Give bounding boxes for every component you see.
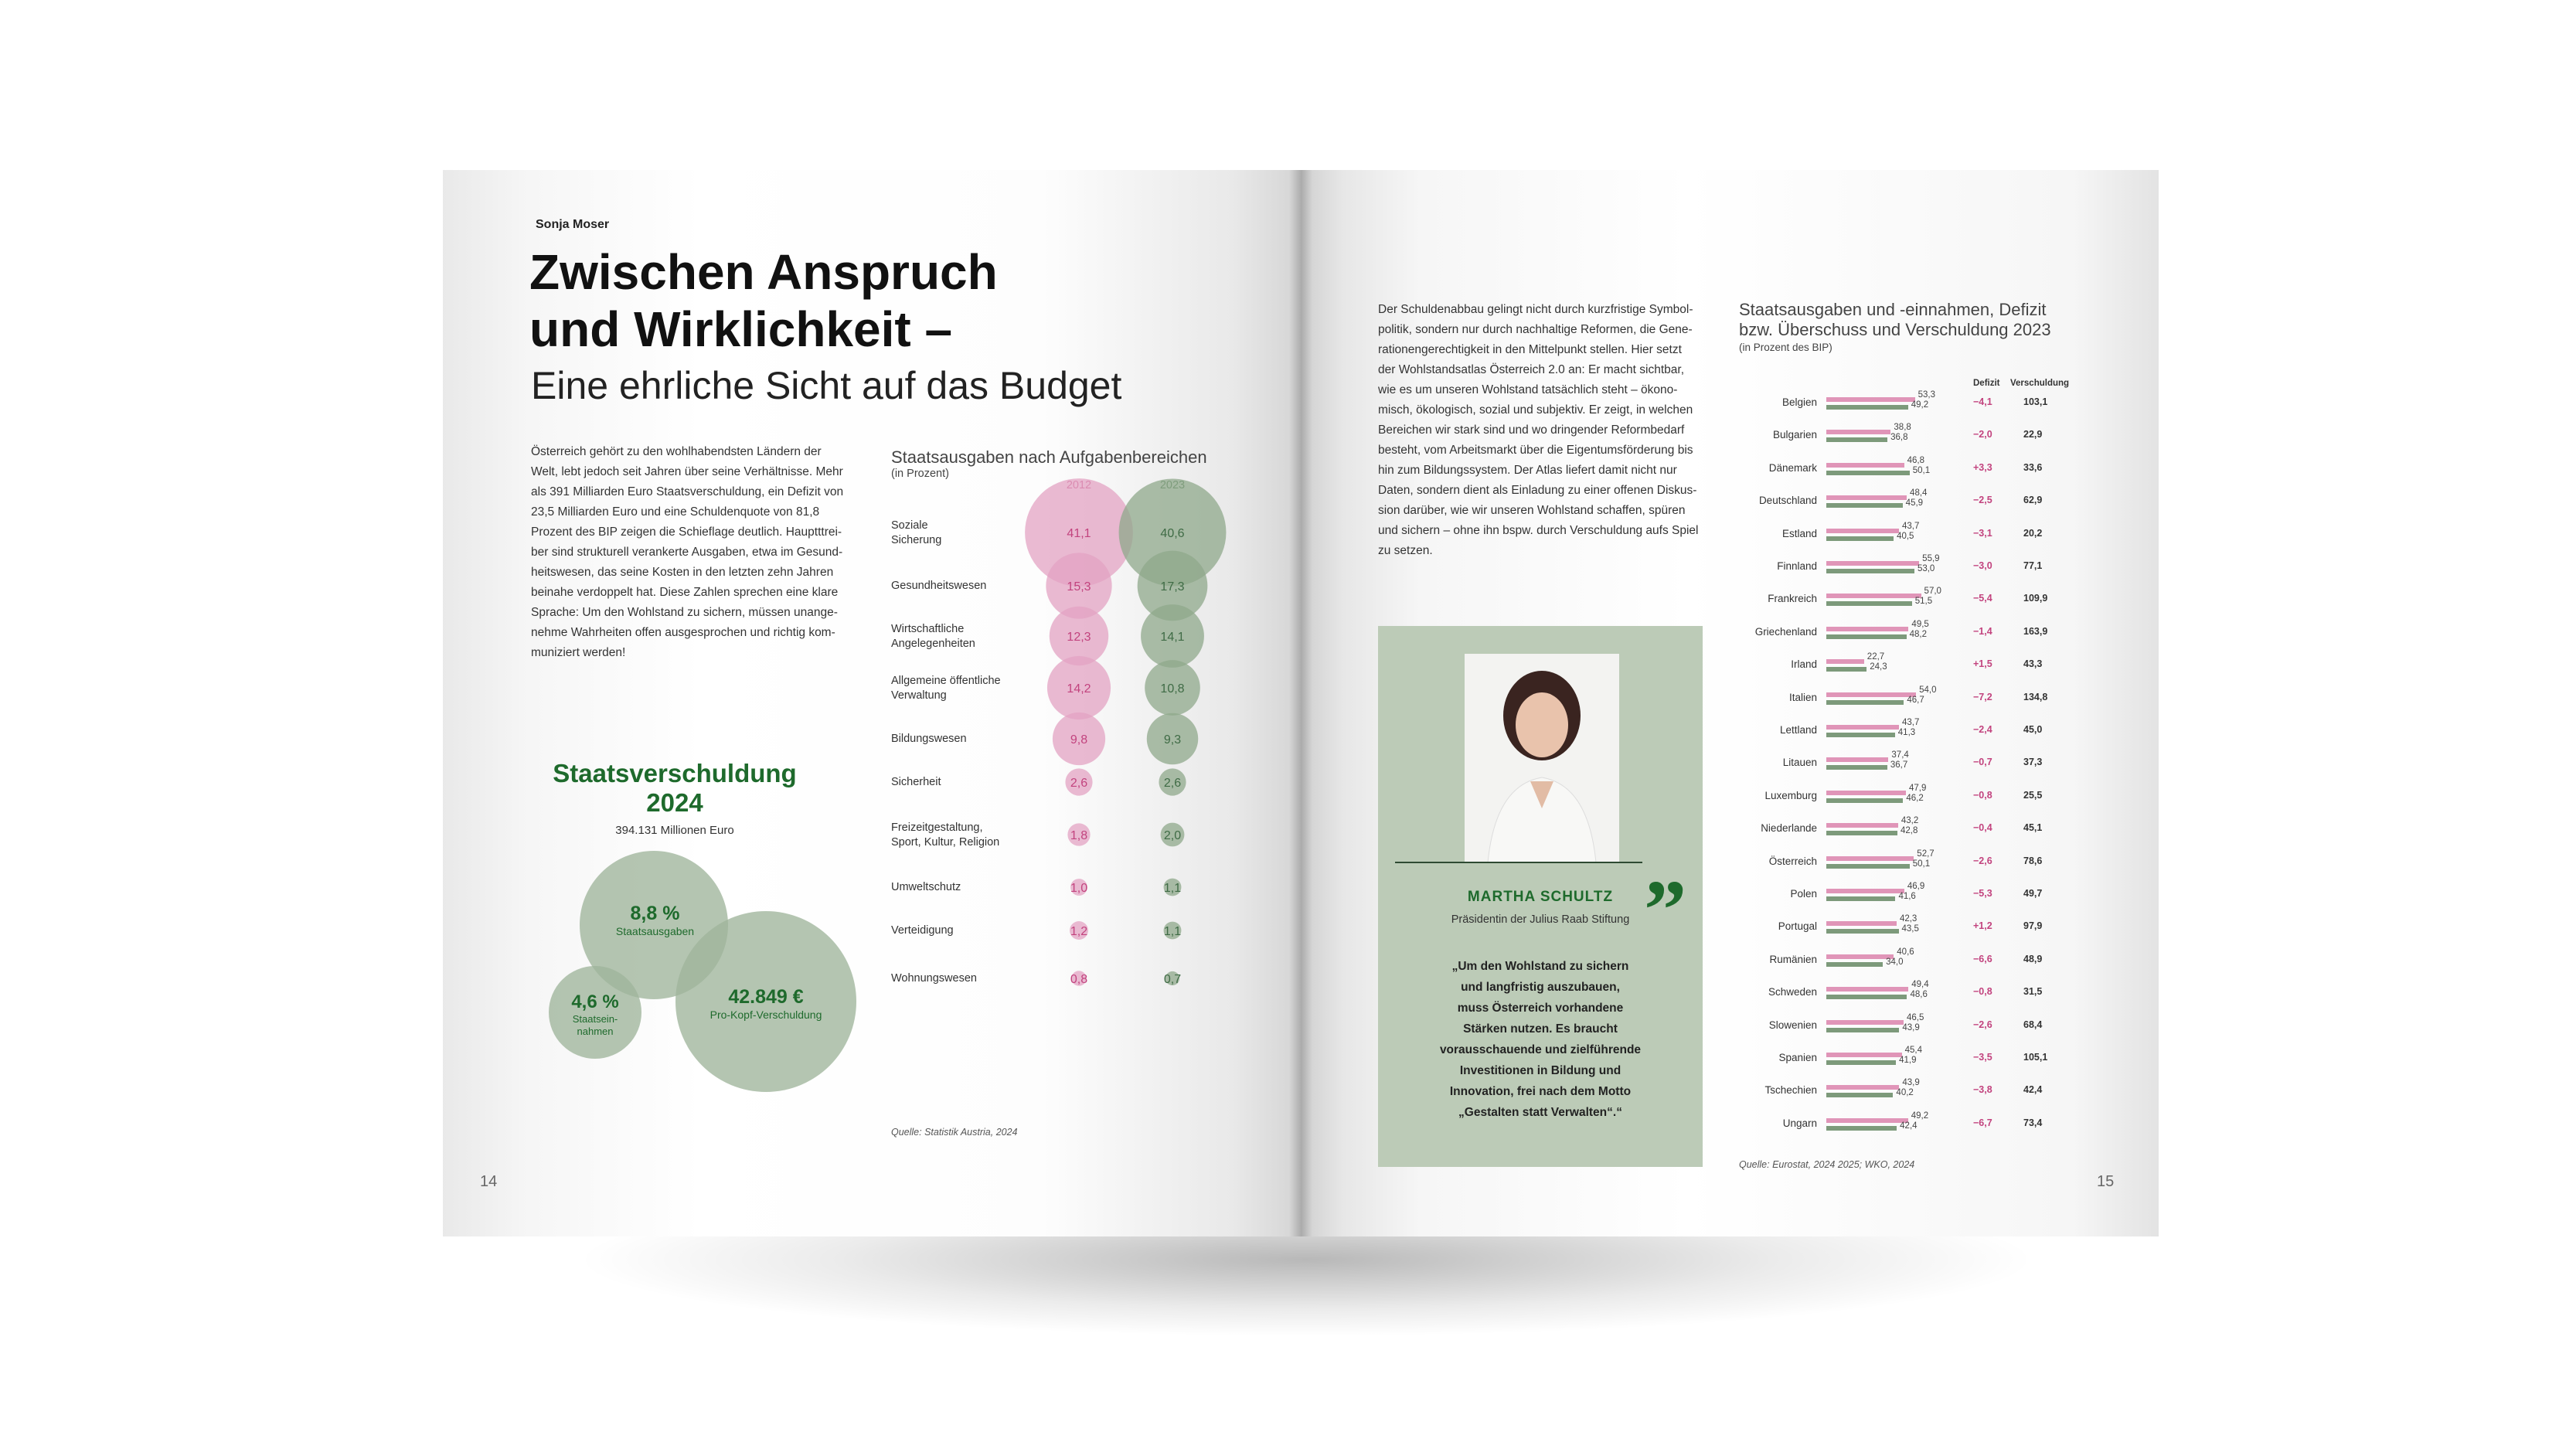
bar-einnahmen (1826, 1028, 1899, 1032)
right-body-text (1378, 300, 1703, 561)
quote-line: muss Österreich vorhandene (1457, 1002, 1624, 1015)
value-einnahmen: 42,4 (1900, 1121, 1918, 1131)
right-body-line: rationengerechtigkeit in den Mittelpunkt stellen. Hier setzt (1378, 343, 1682, 356)
bar-einnahmen (1826, 1126, 1897, 1131)
value-verschuldung: 109,9 (2023, 593, 2048, 604)
left-page (443, 170, 1301, 1236)
debt-amount: 394.131 Millionen Euro (615, 824, 734, 837)
value-einnahmen: 50,1 (1912, 859, 1931, 869)
value-ausgaben: 46,8 (1907, 455, 1924, 465)
article-subtitle: Eine ehrliche Sicht auf das Budget (531, 364, 1122, 407)
country-name: Irland (1791, 658, 1817, 671)
bubble-value-2023: 2,0 (1163, 829, 1182, 842)
bar-ausgaben (1826, 561, 1919, 566)
value-verschuldung: 25,5 (2023, 789, 2043, 801)
value-ausgaben: 53,3 (1918, 390, 1935, 400)
value-verschuldung: 77,1 (2023, 560, 2043, 571)
country-name: Schweden (1768, 986, 1817, 998)
spending-row-label-1: Sicherheit (891, 776, 941, 788)
country-name: Dänemark (1768, 461, 1817, 474)
country-name: Lettland (1779, 724, 1817, 736)
quote-box (1378, 626, 1703, 1167)
quote-line: „Gestalten statt Verwalten“.“ (1458, 1106, 1622, 1119)
spending-bubbles (443, 170, 1301, 1236)
spending-chart-source: Quelle: Statistik Austria, 2024 (891, 1127, 1018, 1138)
title-line-2: und Wirklichkeit – (529, 301, 953, 357)
value-verschuldung: 105,1 (2023, 1052, 2048, 1063)
spending-chart-subtitle: (in Prozent) (891, 468, 949, 480)
intro-line: beinahe verdoppelt hat. Diese Zahlen sprechen eine klare (531, 586, 839, 599)
debt-title-line1: Staatsverschuldung (553, 759, 797, 787)
value-einnahmen: 40,5 (1897, 531, 1914, 541)
value-verschuldung: 62,9 (2023, 495, 2043, 506)
spending-row-label-2: Sport, Kultur, Religion (891, 836, 1000, 849)
value-ausgaben: 38,8 (1894, 423, 1911, 433)
value-ausgaben: 52,7 (1917, 849, 1935, 859)
value-einnahmen: 46,7 (1907, 695, 1924, 705)
value-einnahmen: 51,5 (1914, 597, 1933, 607)
bubble-value-2012: 1,0 (1070, 882, 1088, 895)
value-ausgaben: 49,2 (1911, 1111, 1929, 1121)
bar-einnahmen (1826, 536, 1894, 541)
intro-line: nehme Wahrheiten offen ausgesprochen und richtig kom- (531, 626, 835, 639)
bar-ausgaben (1826, 1085, 1899, 1090)
bar-ausgaben (1826, 725, 1899, 730)
value-ausgaben: 49,4 (1911, 980, 1929, 990)
value-ausgaben: 37,4 (1891, 750, 1909, 760)
bubble-value-2012: 9,8 (1070, 733, 1088, 747)
right-body-line: misch, ökologisch, sozial und subjektiv. Er zeigt, in welchen (1378, 403, 1693, 417)
value-einnahmen: 34,0 (1886, 957, 1904, 967)
bar-einnahmen (1826, 765, 1887, 770)
right-body-line: wie es um unseren Wohlstand tatsächlich steht – ökono- (1378, 383, 1678, 396)
quote-role: Präsidentin der Julius Raab Stiftung (1451, 913, 1630, 926)
country-name: Rumänien (1769, 953, 1817, 965)
bar-ausgaben (1826, 954, 1894, 959)
bar-ausgaben (1826, 659, 1864, 664)
value-verschuldung: 103,1 (2023, 396, 2048, 407)
col-header-defizit: Defizit (1973, 379, 2000, 388)
value-defizit: +1,5 (1973, 658, 1992, 670)
value-ausgaben: 54,0 (1919, 685, 1937, 695)
bubble-percapita-value: 42.849 € (728, 986, 804, 1008)
value-defizit: −2,6 (1973, 1019, 1992, 1030)
quote-line: vorausschauende und zielführende (1439, 1043, 1642, 1056)
quote-line: Innovation, frei nach dem Motto (1449, 1085, 1632, 1098)
bar-einnahmen (1826, 700, 1904, 705)
spending-row-label-1: Verteidigung (891, 924, 954, 937)
bar-ausgaben (1826, 889, 1904, 893)
bar-ausgaben (1826, 987, 1908, 992)
value-ausgaben: 46,9 (1907, 882, 1925, 891)
bubble-value-2012: 2,6 (1070, 777, 1088, 790)
value-defizit: −2,5 (1973, 495, 1992, 506)
value-einnahmen: 36,7 (1890, 760, 1908, 770)
spending-row-label-1: Soziale (891, 519, 928, 532)
bar-ausgaben (1826, 430, 1890, 434)
bar-einnahmen (1826, 471, 1910, 475)
value-defizit: −5,3 (1973, 888, 1992, 899)
country-name: Slowenien (1768, 1019, 1817, 1031)
bubble-value-2023: 1,1 (1163, 882, 1182, 895)
bubble-spending-label: Staatsausgaben (615, 925, 695, 937)
value-einnahmen: 43,5 (1901, 924, 1919, 934)
value-defizit: −0,4 (1973, 822, 1992, 834)
bubble-value-2023: 14,1 (1160, 631, 1185, 644)
intro-line: ber sind strukturell verankerte Ausgaben, etwa im Gesund- (531, 546, 843, 559)
value-einnahmen: 45,9 (1905, 498, 1924, 509)
country-name: Griechenland (1754, 625, 1817, 638)
spending-row-label-1: Bildungswesen (891, 733, 967, 745)
value-defizit: −2,4 (1973, 724, 1992, 735)
bubble-value-2012: 15,3 (1067, 580, 1091, 594)
value-einnahmen: 40,2 (1896, 1088, 1914, 1098)
right-body-line: besteht, vom Arbeitsmarkt über die Eigentumsförderung bis (1378, 444, 1693, 457)
bubble-revenue-label-2: nahmen (577, 1026, 614, 1037)
bar-ausgaben (1826, 1020, 1904, 1025)
value-verschuldung: 97,9 (2023, 920, 2043, 932)
value-defizit: −3,5 (1973, 1052, 1992, 1063)
value-defizit: −3,0 (1973, 560, 1992, 571)
spending-row-label-2: Sicherung (891, 534, 942, 546)
bar-ausgaben (1826, 627, 1908, 631)
value-ausgaben: 48,4 (1910, 488, 1928, 498)
value-einnahmen: 41,9 (1899, 1056, 1917, 1065)
bar-einnahmen (1826, 1093, 1893, 1097)
bar-einnahmen (1826, 634, 1907, 639)
value-ausgaben: 46,5 (1906, 1012, 1924, 1022)
bar-einnahmen (1826, 405, 1908, 410)
bubble-percapita-label: Pro-Kopf-Verschuldung (710, 1009, 822, 1021)
country-name: Finnland (1777, 560, 1817, 572)
eu-chart-title-line1: Staatsausgaben und -einnahmen, Defizit (1739, 300, 2047, 319)
bar-ausgaben (1826, 1053, 1902, 1057)
bar-ausgaben (1826, 1118, 1908, 1123)
value-verschuldung: 163,9 (2023, 625, 2048, 637)
right-body-line: sion darüber, wie wir unseren Wohlstand schaffen, spüren (1378, 504, 1686, 517)
quote-mark: „ (1645, 818, 1687, 913)
col-header-verschuldung: Verschuldung (2010, 379, 2070, 388)
country-name: Portugal (1778, 920, 1817, 933)
value-ausgaben: 45,4 (1904, 1046, 1922, 1055)
spending-row-label-1: Wirtschaftliche (891, 623, 965, 635)
intro-line: Welt, lebt jedoch seit Jahren über seine Verhältnisse. Mehr (531, 465, 843, 478)
quote-name: MARTHA SCHULTZ (1467, 889, 1614, 905)
bubble-revenue-value: 4,6 % (571, 992, 619, 1012)
value-verschuldung: 33,6 (2023, 461, 2043, 473)
country-name: Estland (1781, 527, 1817, 539)
bar-ausgaben (1826, 495, 1907, 500)
value-defizit: +3,3 (1973, 461, 1992, 473)
value-defizit: −1,4 (1973, 625, 1992, 637)
right-body-line: politik, sondern nur durch nachhaltige Reformen, die Gene- (1378, 323, 1693, 336)
value-defizit: −0,7 (1973, 757, 1992, 768)
right-body-line: Bereichen wir stark sind und wo dringender Reformbedarf (1378, 423, 1685, 437)
bubble-value-2012: 1,2 (1070, 925, 1088, 938)
eu-chart-title-line2: bzw. Überschuss und Verschuldung 2023 (1739, 320, 2051, 339)
value-verschuldung: 31,5 (2023, 986, 2043, 998)
value-einnahmen: 36,8 (1890, 433, 1908, 443)
value-defizit: −0,8 (1973, 986, 1992, 998)
country-name: Italien (1788, 691, 1817, 703)
eu-chart-subtitle: (in Prozent des BIP) (1739, 342, 1832, 353)
intro-line: muniziert werden! (531, 646, 626, 659)
value-einnahmen: 48,2 (1909, 629, 1928, 639)
value-einnahmen: 53,0 (1917, 564, 1935, 573)
bubble-value-2012: 1,8 (1070, 829, 1088, 842)
value-defizit: −3,8 (1973, 1084, 1992, 1096)
country-name: Polen (1790, 888, 1817, 900)
bubble-value-2012: 12,3 (1067, 631, 1091, 644)
right-body-line: zu setzen. (1378, 544, 1433, 557)
bar-einnahmen (1826, 962, 1883, 967)
spending-row-label-1: Wohnungswesen (891, 972, 977, 985)
author: Sonja Moser (536, 218, 610, 231)
bubble-value-2023: 40,6 (1160, 527, 1185, 540)
country-name: Litauen (1782, 757, 1817, 769)
country-name: Tschechien (1764, 1084, 1817, 1097)
right-body-line: der Wohlstandsatlas Österreich 2.0 an: Er macht sichtbar, (1378, 363, 1685, 376)
value-ausgaben: 57,0 (1924, 587, 1941, 597)
value-ausgaben: 55,9 (1922, 554, 1940, 563)
spending-row-label-1: Freizeitgestaltung, (891, 821, 983, 834)
bar-einnahmen (1826, 831, 1897, 835)
bubble-spending-value: 8,8 % (630, 903, 680, 924)
value-einnahmen: 24,3 (1870, 662, 1887, 672)
intro-line: 23,5 Milliarden Euro und eine Schuldenquote von 81,8 (531, 505, 820, 519)
bar-einnahmen (1826, 601, 1912, 606)
country-name: Deutschland (1758, 495, 1817, 507)
value-ausgaben: 49,5 (1911, 619, 1929, 629)
bar-einnahmen (1826, 569, 1914, 573)
value-verschuldung: 68,4 (2023, 1019, 2043, 1030)
page-number-left: 14 (480, 1173, 498, 1190)
portrait-photo (1465, 654, 1619, 862)
right-body-line: und sichern – ohne ihn bspw. durch Verschuldung aufs Spiel (1378, 524, 1699, 537)
value-einnahmen: 49,2 (1911, 400, 1929, 410)
value-defizit: −7,2 (1973, 691, 1992, 702)
value-einnahmen: 41,3 (1897, 728, 1916, 737)
value-ausgaben: 22,7 (1866, 652, 1885, 662)
value-ausgaben: 47,9 (1908, 783, 1927, 793)
value-defizit: +1,2 (1973, 920, 1992, 932)
intro-line: als 391 Milliarden Euro Staatsverschuldung, ein Defizit von (531, 485, 844, 498)
quote-line: und langfristig auszubauen, (1461, 981, 1620, 994)
country-name: Niederlande (1761, 822, 1817, 835)
bar-ausgaben (1826, 856, 1914, 861)
value-defizit: −4,1 (1973, 396, 1992, 407)
value-defizit: −3,1 (1973, 527, 1992, 539)
bar-ausgaben (1826, 397, 1915, 402)
value-verschuldung: 48,9 (2023, 953, 2043, 964)
eu-chart-source: Quelle: Eurostat, 2024 2025; WKO, 2024 (1739, 1159, 1915, 1170)
value-verschuldung: 22,9 (2023, 429, 2043, 440)
value-einnahmen: 41,6 (1898, 892, 1916, 901)
value-verschuldung: 45,1 (2023, 822, 2043, 834)
spending-row-label-1: Gesundheitswesen (891, 580, 987, 592)
value-verschuldung: 42,4 (2023, 1084, 2043, 1096)
spending-row-label-1: Umweltschutz (891, 881, 961, 893)
intro-line: heitswesen, das seine Kosten in den letzten zehn Jahren (531, 566, 834, 579)
value-defizit: −2,0 (1973, 429, 1992, 440)
bubble-value-2012: 41,1 (1067, 527, 1091, 540)
bar-einnahmen (1826, 864, 1910, 869)
value-defizit: −6,7 (1973, 1117, 1992, 1128)
value-ausgaben: 40,6 (1897, 947, 1914, 957)
spending-row-label-2: Angelegenheiten (891, 638, 975, 650)
bar-ausgaben (1826, 823, 1898, 828)
value-einnahmen: 48,6 (1910, 990, 1928, 1000)
value-ausgaben: 43,9 (1902, 1078, 1920, 1088)
bar-ausgaben (1826, 692, 1916, 697)
quote-divider (1395, 862, 1642, 863)
right-body-line: Der Schuldenabbau gelingt nicht durch kurzfristige Symbol- (1378, 303, 1693, 316)
right-page (1301, 170, 2159, 1236)
bubble-value-2023: 1,1 (1163, 925, 1182, 938)
debt-title-line2: 2024 (646, 788, 703, 817)
value-defizit: −6,6 (1973, 953, 1992, 964)
bubble-value-2012: 0,8 (1070, 973, 1088, 986)
bubble-value-2012: 14,2 (1067, 682, 1091, 696)
bubble-value-2023: 10,8 (1160, 682, 1185, 696)
bar-ausgaben (1826, 757, 1888, 762)
bar-einnahmen (1826, 798, 1903, 803)
bubble-value-2023: 0,7 (1163, 973, 1182, 986)
bubble-value-2023: 2,6 (1163, 777, 1182, 790)
bar-einnahmen (1826, 995, 1907, 999)
value-einnahmen: 43,9 (1902, 1022, 1920, 1032)
bar-ausgaben (1826, 463, 1904, 468)
value-defizit: −0,8 (1973, 789, 1992, 801)
value-verschuldung: 73,4 (2023, 1117, 2043, 1128)
value-einnahmen: 46,2 (1906, 793, 1924, 803)
value-defizit: −2,6 (1973, 855, 1992, 866)
spending-row-label-2: Verwaltung (891, 689, 947, 702)
intro-line: Sprache: Um den Wohlstand zu sichern, müssen unange- (531, 606, 838, 619)
eu-chart-title (1739, 300, 2051, 340)
value-ausgaben: 42,3 (1899, 914, 1918, 924)
country-name: Österreich (1768, 855, 1817, 867)
bar-ausgaben (1826, 921, 1897, 926)
value-einnahmen: 50,1 (1912, 465, 1931, 475)
right-body-line: hin zum Bildungssystem. Der Atlas liefert damit nicht nur (1378, 464, 1677, 477)
bar-einnahmen (1826, 437, 1887, 442)
value-verschuldung: 37,3 (2023, 757, 2043, 768)
book-spine (1289, 170, 1312, 1236)
value-verschuldung: 20,2 (2023, 527, 2043, 539)
intro-line: Prozent des BIP zeigen die Schieflage deutlich. Hauptttrei- (531, 526, 842, 539)
bar-einnahmen (1826, 667, 1866, 672)
value-verschuldung: 78,6 (2023, 855, 2043, 866)
bubble-value-2023: 17,3 (1160, 580, 1185, 594)
bubble-value-2023: 9,3 (1163, 733, 1182, 747)
bar-einnahmen (1826, 896, 1895, 901)
spending-chart-title: Staatsausgaben nach Aufgabenbereichen (891, 447, 1207, 467)
quote-line: „Um den Wohlstand zu sichern (1451, 960, 1629, 973)
bar-ausgaben (1826, 529, 1899, 533)
value-einnahmen: 42,8 (1901, 826, 1918, 836)
value-verschuldung: 43,3 (2023, 658, 2043, 670)
value-verschuldung: 134,8 (2023, 691, 2048, 702)
country-name: Spanien (1778, 1052, 1817, 1063)
country-name: Luxemburg (1764, 789, 1817, 801)
spending-row-label-1: Allgemeine öffentliche (891, 675, 1001, 687)
intro-line: Österreich gehört zu den wohlhabendsten Ländern der (531, 445, 822, 458)
value-verschuldung: 45,0 (2023, 724, 2043, 735)
bar-ausgaben (1826, 594, 1921, 598)
value-ausgaben: 43,7 (1901, 718, 1920, 727)
value-verschuldung: 49,7 (2023, 888, 2043, 899)
bar-einnahmen (1826, 503, 1903, 508)
value-defizit: −5,4 (1973, 593, 1992, 604)
value-ausgaben: 43,2 (1901, 816, 1919, 826)
quote-line: Stärken nutzen. Es braucht (1463, 1022, 1618, 1036)
right-body-line: Daten, sondern dient als Einladung zu einer offenen Diskus- (1378, 484, 1697, 497)
title-line-1: Zwischen Anspruch (529, 244, 998, 300)
value-ausgaben: 43,7 (1901, 521, 1920, 531)
page-number-right: 15 (2097, 1173, 2115, 1190)
bar-einnahmen (1826, 929, 1899, 934)
quote-text (1378, 956, 1703, 1123)
bar-ausgaben (1826, 791, 1906, 795)
bar-einnahmen (1826, 1060, 1896, 1065)
bubble-revenue-label-1: Staatsein- (572, 1013, 618, 1025)
country-name: Ungarn (1782, 1117, 1817, 1129)
country-name: Belgien (1781, 396, 1817, 408)
quote-line: Investitionen in Bildung und (1459, 1064, 1621, 1077)
country-name: Frankreich (1768, 593, 1817, 605)
bar-einnahmen (1826, 733, 1895, 737)
country-name: Bulgarien (1772, 429, 1817, 441)
